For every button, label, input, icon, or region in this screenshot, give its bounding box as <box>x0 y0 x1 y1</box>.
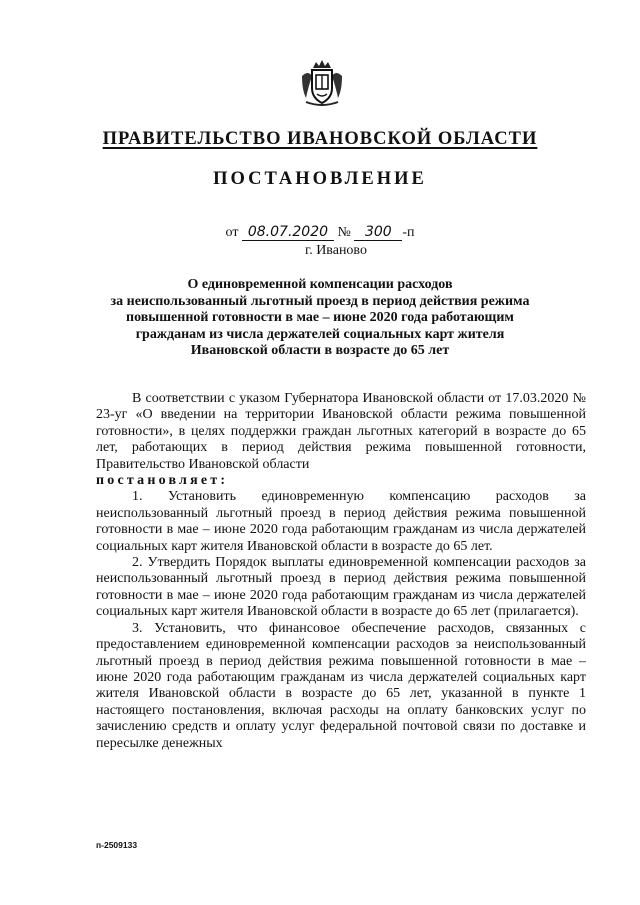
subject-line: гражданам из числа держателей социальных карт жителя <box>135 326 505 342</box>
subject-line: Ивановской области в возрасте до 65 лет <box>190 343 450 359</box>
item-2-paragraph: 2. Утвердить Порядок выплаты единовременной компенсации расходов за неиспользованный льготный проезд в период действия режима повышенной готовности в мае – июне 2020 года работающим гражданам из числа держателей социальных карт жителя Ивановской области в возрасте до 65 лет (прилагается). <box>96 555 586 620</box>
decree-word: постановляет: <box>96 473 229 489</box>
number-suffix: -п <box>402 225 415 240</box>
preamble-paragraph: В соответствии с указом Губернатора Ивановской области от 17.03.2020 № 23-уг «О введении на территории Ивановской области режима повышенной готовности», в целях поддержки граждан льготных категорий в возрасте до 65 лет, работающих в период действия режима повышенной готовности, Правительство Ивановской области <box>96 391 586 472</box>
number-label: № <box>337 225 351 240</box>
document-type: ПОСТАНОВЛЕНИЕ <box>213 169 427 189</box>
document-body <box>96 391 586 752</box>
city: г. Иваново <box>305 243 367 258</box>
date-prefix: от <box>225 225 239 240</box>
subject-line: О единовременной компенсации расходов <box>187 277 453 292</box>
government-title: ПРАВИТЕЛЬСТВО ИВАНОВСКОЙ ОБЛАСТИ <box>102 129 538 149</box>
footer-code: п-2509133 <box>96 840 138 850</box>
item-3-paragraph: 3. Установить, что финансовое обеспечение расходов, связанных с предоставлением единовременной компенсации расходов за неиспользованный льготный проезд в период действия режима повышенной готовности в мае – июне 2020 года работающим гражданам из числа держателей социальных карт жителя Ивановской области в возрасте до 65 лет, указанной в пункте 1 настоящего постановления, включая расходы на оплату банковских услуг по зачислению средств и оплату услуг федеральной почтовой связи по доставке и пересылке денежных <box>96 620 586 751</box>
document-subject <box>90 277 550 360</box>
coat-of-arms-icon <box>298 58 346 108</box>
item-1-paragraph: 1. Установить единовременную компенсацию расходов за неиспользованный льготный проезд в период действия режима повышенной готовности в мае – июне 2020 года работающим гражданам из числа держателей социальных карт жителя Ивановской области в возрасте до 65 лет. <box>96 489 586 554</box>
document-number: 300 <box>354 224 402 241</box>
subject-line: повышенной готовности в мае – июне 2020 года работающим <box>126 310 514 326</box>
document-date: 08.07.2020 <box>242 224 334 241</box>
registration-line <box>0 224 640 242</box>
subject-line: за неиспользованный льготный проезд в период действия режима <box>110 293 530 309</box>
